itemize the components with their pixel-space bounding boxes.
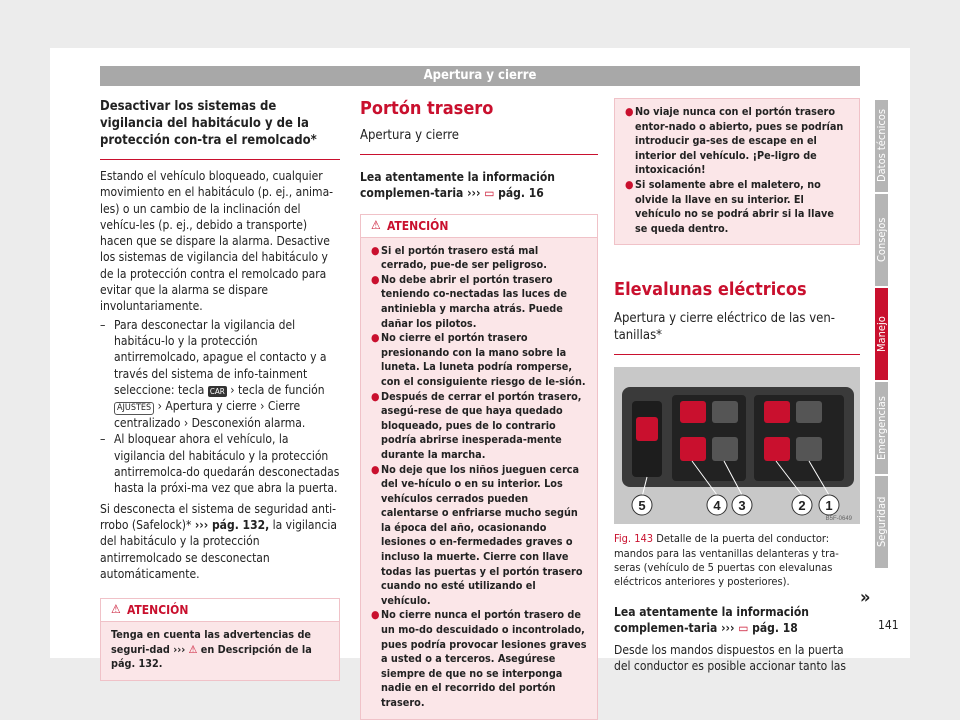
- warning-item: ● Si el portón trasero está mal cerrado, pue-de ser peligroso.: [371, 244, 587, 273]
- paragraph-text: Si desconecta el sistema de seguridad anti-rrobo (Safelock)*: [100, 501, 337, 532]
- warning-text: No debe abrir el portón trasero teniendo co-nectadas las luces de antiniebla y marcha atrás. Puede dañar los pilotos.: [381, 272, 567, 330]
- warning-text: Si el portón trasero está mal cerrado, pue-de ser peligroso.: [381, 243, 547, 272]
- tab-emergencias[interactable]: Emergencias: [875, 382, 888, 474]
- tab-datos-tecnicos[interactable]: Datos técnicos: [875, 100, 888, 192]
- list-text: › Apertura y cierre › Cierre centralizado › Desconexión alarma.: [114, 399, 306, 431]
- list-text: › tecla de función: [230, 382, 325, 397]
- warning-text: Tenga en cuenta las advertencias de seguri-dad: [111, 628, 311, 656]
- page-link[interactable]: ››› pág. 132,: [194, 517, 270, 532]
- paragraph-text: la vigilancia del habitáculo y la protección antirremolcado se desconectan automáticamente.: [100, 517, 337, 581]
- figure-label: 4: [713, 498, 721, 514]
- figure-label: 5: [638, 498, 646, 514]
- warning-text: No cierre nunca el portón trasero de un mo-do descuidado o incontrolado, pues podría provocar lesiones graves a usted o a terceros. Asegúrese siempre de que no se interponga nadie en el recorrido del portón trasero.: [381, 608, 587, 709]
- warning-box: [614, 98, 860, 245]
- warning-text: No deje que los niños jueguen cerca del ve-hículo o en su interior. Los vehículos cerrados pueden calentarse o enfriarse mucho según la época del año, ocasionando lesiones o en-fermedades graves o incluso la muerte. Cierre con llave todas las puertas y el portón trasero cuando no esté utilizando el vehículo.: [381, 462, 583, 607]
- warning-title: ATENCIÓN: [127, 603, 189, 618]
- page-link[interactable]: ›››: [173, 642, 189, 656]
- caption-text: Detalle de la puerta del conductor: mandos para las ventanillas delanteras y tra-seras (vehículo de 5 puertas con elevalunas eléctricos anteriores y posteriores).: [614, 532, 839, 589]
- tab-seguridad[interactable]: Seguridad: [875, 476, 888, 568]
- warning-body: [615, 99, 859, 244]
- book-icon: ▭: [484, 186, 495, 201]
- warning-text: Después de cerrar el portón trasero, asegú-rese de que haya quedado bloqueado, pues de lo contrario podría abrirse inesperada-mente durante la marcha.: [381, 389, 582, 461]
- warning-text: en Descripción de la pág. 132.: [111, 642, 312, 671]
- warning-box: [360, 214, 598, 720]
- car-key-icon: CAR: [209, 386, 225, 396]
- tab-consejos[interactable]: Consejos: [875, 194, 888, 286]
- list-text: Para desconectar la vigilancia del habitácu-lo y la protección antirremolcado, apague el contacto y a través del sistema de info-tainment seleccione: tecla: [114, 317, 327, 397]
- warning-body: [101, 622, 339, 680]
- ajustes-key: AJUSTES: [114, 402, 154, 415]
- section-heading: Desactivar los sistemas de vigilancia del habitáculo y de la protección con-tra el remolcado*: [100, 98, 340, 160]
- warning-triangle-icon: ⚠: [111, 602, 121, 617]
- paragraph: Desde los mandos dispuestos en la puerta del conductor es posible accionar tanto las: [614, 643, 846, 674]
- intro-label: Lea atentamente la información complemen-taria: [614, 604, 809, 635]
- warning-title: ATENCIÓN: [387, 218, 449, 233]
- intro-text: [614, 604, 860, 637]
- page-link[interactable]: ›››: [721, 620, 739, 635]
- column-3: [614, 98, 860, 675]
- running-header: Apertura y cierre: [100, 66, 860, 86]
- list-item: – Al bloquear ahora el vehículo, la vigilancia del habitáculo y la protección antirremolca-do quedarán desconectadas hasta la próxi-ma vez que abra la puerta.: [100, 432, 340, 496]
- section-subtitle: Apertura y cierre: [360, 127, 598, 155]
- warning-item: ● No cierre el portón trasero presionando con la mano sobre la luneta. La luneta podría romperse, con el consiguiente riesgo de le-sión.: [371, 331, 586, 388]
- section-title: Elevalunas eléctricos: [614, 279, 807, 301]
- warning-item: ● No deje que los niños jueguen cerca del ve-hículo o en su interior. Los vehículos cerrados pueden calentarse o enfriarse mucho según la época del año, ocasionando lesiones o en-fermedades graves o incluso la muerte. Cierre con llave todas las puertas y el portón trasero cuando no esté utilizando el vehículo.: [371, 463, 587, 609]
- section-subtitle: Apertura y cierre eléctrico de las ven-tanillas*: [614, 310, 860, 355]
- list-item: – Para desconectar la vigilancia del habitácu-lo y la protección antirremolcado, apague el contacto y a través del sistema de info-tainment seleccione: tecla CAR › tecla de función AJUSTES › Apertura y cierre › Cierre centralizado › Desconexión alarma.: [100, 317, 327, 431]
- figure-caption: [614, 532, 860, 589]
- figure-label: 3: [738, 498, 746, 514]
- warning-box: [100, 598, 340, 681]
- warning-triangle-icon: ⚠: [188, 642, 198, 656]
- book-icon: ▭: [738, 620, 749, 635]
- warning-body: [361, 238, 597, 719]
- window-switch-illustration: [614, 367, 860, 524]
- continue-mark: »: [860, 587, 871, 608]
- figure-label: 1: [825, 498, 833, 514]
- warning-text: No cierre el portón trasero presionando con la mano sobre la luneta. La luneta podría romperse, con el consiguiente riesgo de le-sión.: [381, 331, 586, 388]
- list-text: Al bloquear ahora el vehículo, la vigilancia del habitáculo y la protección antirremolca-do quedarán desconectadas hasta la próxi-ma vez que abra la puerta.: [114, 432, 340, 496]
- warning-header: [361, 215, 597, 238]
- page-link[interactable]: ›››: [467, 186, 485, 201]
- figure-label: 2: [798, 498, 806, 514]
- page-number: 141: [878, 618, 899, 632]
- column-2: [360, 98, 598, 720]
- figure-number: Fig. 143: [614, 532, 654, 546]
- warning-triangle-icon: ⚠: [371, 217, 381, 232]
- side-tabs: [875, 100, 910, 570]
- warning-item: ● No debe abrir el portón trasero teniendo co-nectadas las luces de antiniebla y marcha atrás. Puede dañar los pilotos.: [371, 273, 587, 331]
- figure-code: B5F-0649: [825, 516, 852, 523]
- page-ref[interactable]: pág. 18: [752, 620, 798, 635]
- warning-text: Si solamente abre el maletero, no olvide la llave en su interior. El vehículo no se podrá abrir si la llave se queda dentro.: [635, 177, 834, 235]
- warning-item: ● Si solamente abre el maletero, no olvide la llave en su interior. El vehículo no se podrá abrir si la llave se queda dentro.: [625, 178, 849, 236]
- warning-item: ● No viaje nunca con el portón trasero entor-nado o abierto, pues se podrían introducir ga-ses de escape en el interior del vehículo. ¡Pe-ligro de intoxicación!: [625, 105, 849, 178]
- paragraph: [100, 501, 340, 582]
- warning-text: No viaje nunca con el portón trasero entor-nado o abierto, pues se podrían introducir ga-ses de escape en el interior del vehículo. ¡Pe-ligro de intoxicación!: [635, 105, 844, 177]
- warning-item: ● Después de cerrar el portón trasero, asegú-rese de que haya quedado bloqueado, pues de lo contrario podría abrirse inesperada-mente durante la marcha.: [371, 390, 587, 463]
- intro-label: Lea atentamente la información complemen-taria: [360, 170, 555, 201]
- page-ref[interactable]: pág. 16: [498, 186, 544, 201]
- figure-window-switches: [614, 367, 860, 524]
- column-1: [100, 98, 340, 681]
- warning-item: ● No cierre nunca el portón trasero de un mo-do descuidado o incontrolado, pues podría provocar lesiones graves a usted o a terceros. Asegúrese siempre de que no se interponga nadie en el recorrido del portón trasero.: [371, 608, 587, 709]
- intro-text: [360, 169, 598, 202]
- paragraph: Estando el vehículo bloqueado, cualquier movimiento en el habitáculo (p. ej., anima-les) o un cambio de la inclinación del vehícu-les (p. ej., debido a transporte) hacen que se dispare la alarma. Desactive los sistemas de vigilancia del habitáculo y de la protección contra el remolcado para evitar que la alarma se dispare involuntariamente.: [100, 169, 334, 314]
- tab-manejo[interactable]: Manejo: [875, 288, 888, 380]
- section-title: Portón trasero: [360, 98, 494, 119]
- warning-header: [101, 599, 339, 622]
